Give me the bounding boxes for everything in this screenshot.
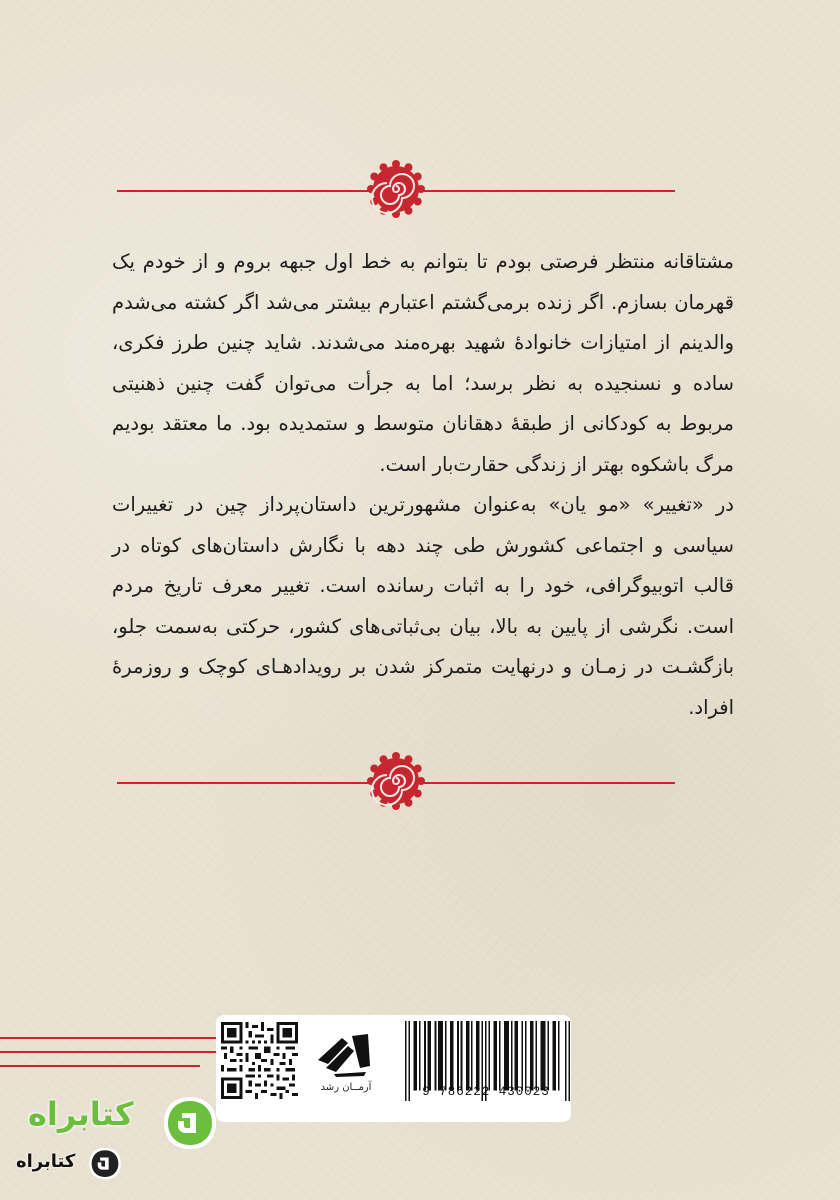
ketabrah-label: کتابراه	[28, 1095, 134, 1133]
top-divider	[117, 159, 675, 225]
qr-code	[221, 1022, 298, 1099]
paragraph-1: مشتاقانه منتظر فرصتی بودم تا بتوانم به خط اول جبهه بروم و از خودم یک قهرمان بسازم. اگر زنده برمی‌گشتم اعتبارم بیشتر می‌شد اگر کشته می‌شدم والدینم از امتیازات خانوادهٔ شهید بهره‌مند می‌شدند. شاید چنین طرز فکری، ساده و نسنجیده به نظر برسد؛ اما به جرأت می‌توان گفت چنین ذهنیتی مربوط به کودکانی از طبقهٔ دهقانان متوسط و ستمدیده بود. ما معتقد بودیم مرگ باشکوه بهتر از زندگی حقارت‌بار است.	[112, 250, 734, 476]
ketabrah-watermark-small	[14, 1143, 124, 1187]
spiral-ornament-icon	[366, 159, 426, 219]
ketabrah-sub-label: کتابراه	[16, 1151, 76, 1172]
publisher-logo-icon	[314, 1030, 378, 1078]
ketabrah-logo-icon	[88, 1145, 122, 1181]
paragraph-2: در «تغییر» «مو یان» به‌عنوان مشهورترین داستان‌پرداز چین در تغییرات سیاسی و اجتماعی کشورش طی چند دهه با نگارش داستان‌های کوتاه در قالب اتوبیوگرافی، خود را به اثبات رسانده است. تغییر معرف تاریخ مردم است. نگرشی از پایین به بالا، بیان بی‌ثباتی‌های کشور، حرکتی به‌سمت جلو، بازگشـت در زمـان و درنهایت متمرکز شدن بر رویدادهـای کوچک و روزمرهٔ افراد.	[112, 493, 734, 719]
ketabrah-watermark	[12, 1091, 212, 1151]
ketabrah-logo-icon	[162, 1093, 218, 1151]
blurb-text	[112, 242, 734, 728]
bottom-divider	[117, 751, 675, 817]
side-decorative-lines	[0, 1037, 216, 1077]
publisher-name: آرمــان رشد	[320, 1082, 372, 1093]
spiral-ornament-icon	[366, 751, 426, 811]
isbn-number: 9 786222 430023	[422, 1085, 550, 1099]
